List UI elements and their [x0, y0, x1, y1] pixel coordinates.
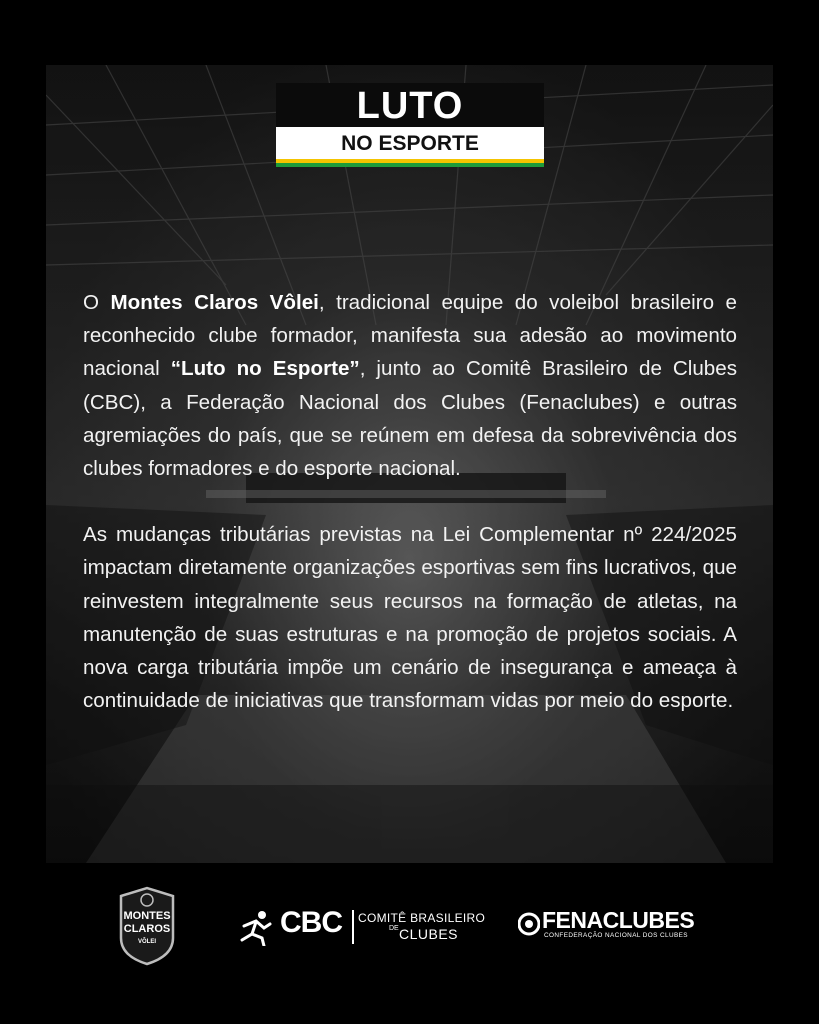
- cbc-line-1: COMITÊ BRASILEIRO: [358, 911, 486, 925]
- cbc-acronym: CBC: [280, 906, 342, 939]
- paragraph-1-end: , junto ao Comitê Brasileiro de Clubes (CBC), a Federação Nacional dos Clubes (Fenaclubes) e outras agremiações do país, que se reúnem em defesa da sobrevivência dos clubes formadores e do esporte nacional.: [83, 357, 737, 481]
- cbc-divider: [352, 910, 354, 944]
- fenaclubes-logo: [518, 907, 718, 950]
- fenaclubes-emblem-icon: [518, 911, 540, 937]
- badge-title: LUTO: [276, 83, 544, 127]
- statement-paragraph-2: As mudanças tributárias previstas na Lei Complementar nº 224/2025 impactam diretamente organizações esportivas sem fins lucrativos, que reinvestem integralmente seus recursos na formação de atletas, na manutenção de suas estruturas e na promoção de projetos sociais. A nova carga tributária impõe um cenário de insegurança e ameaça à continuidade de iniciativas que transformam vidas por meio do esporte.: [83, 523, 737, 713]
- montes-claros-volei-logo: [117, 886, 177, 966]
- fenaclubes-name: FENACLUBES: [542, 907, 695, 933]
- background-photo-panel: [46, 65, 773, 863]
- statement-text: [83, 286, 737, 717]
- mc-line-3: VÔLEI: [137, 939, 156, 945]
- fenaclubes-subtitle: CONFEDERAÇÃO NACIONAL DOS CLUBES: [544, 932, 688, 939]
- runner-icon: [234, 910, 274, 946]
- club-name: Montes Claros Vôlei: [110, 291, 319, 314]
- cbc-line-2: DE: [389, 925, 399, 932]
- campaign-name: “Luto no Esporte”: [170, 357, 360, 381]
- sponsor-logos-footer: [0, 870, 819, 1024]
- mc-line-1: MONTES: [123, 910, 171, 922]
- mc-line-2: CLAROS: [123, 923, 171, 935]
- statement-paragraph-1: [83, 286, 737, 485]
- badge-green-stripe: [276, 163, 544, 167]
- paragraph-1-middle: , tradicional equipe do voleibol brasileiro e reconhecido clube formador, manifesta sua adesão ao movimento nacional: [83, 291, 738, 381]
- paragraph-1-intro: O: [83, 291, 111, 314]
- luto-no-esporte-badge: [276, 83, 544, 167]
- badge-subtitle: NO ESPORTE: [276, 127, 544, 159]
- cbc-logo: [234, 906, 486, 948]
- cbc-line-3: CLUBES: [399, 926, 459, 942]
